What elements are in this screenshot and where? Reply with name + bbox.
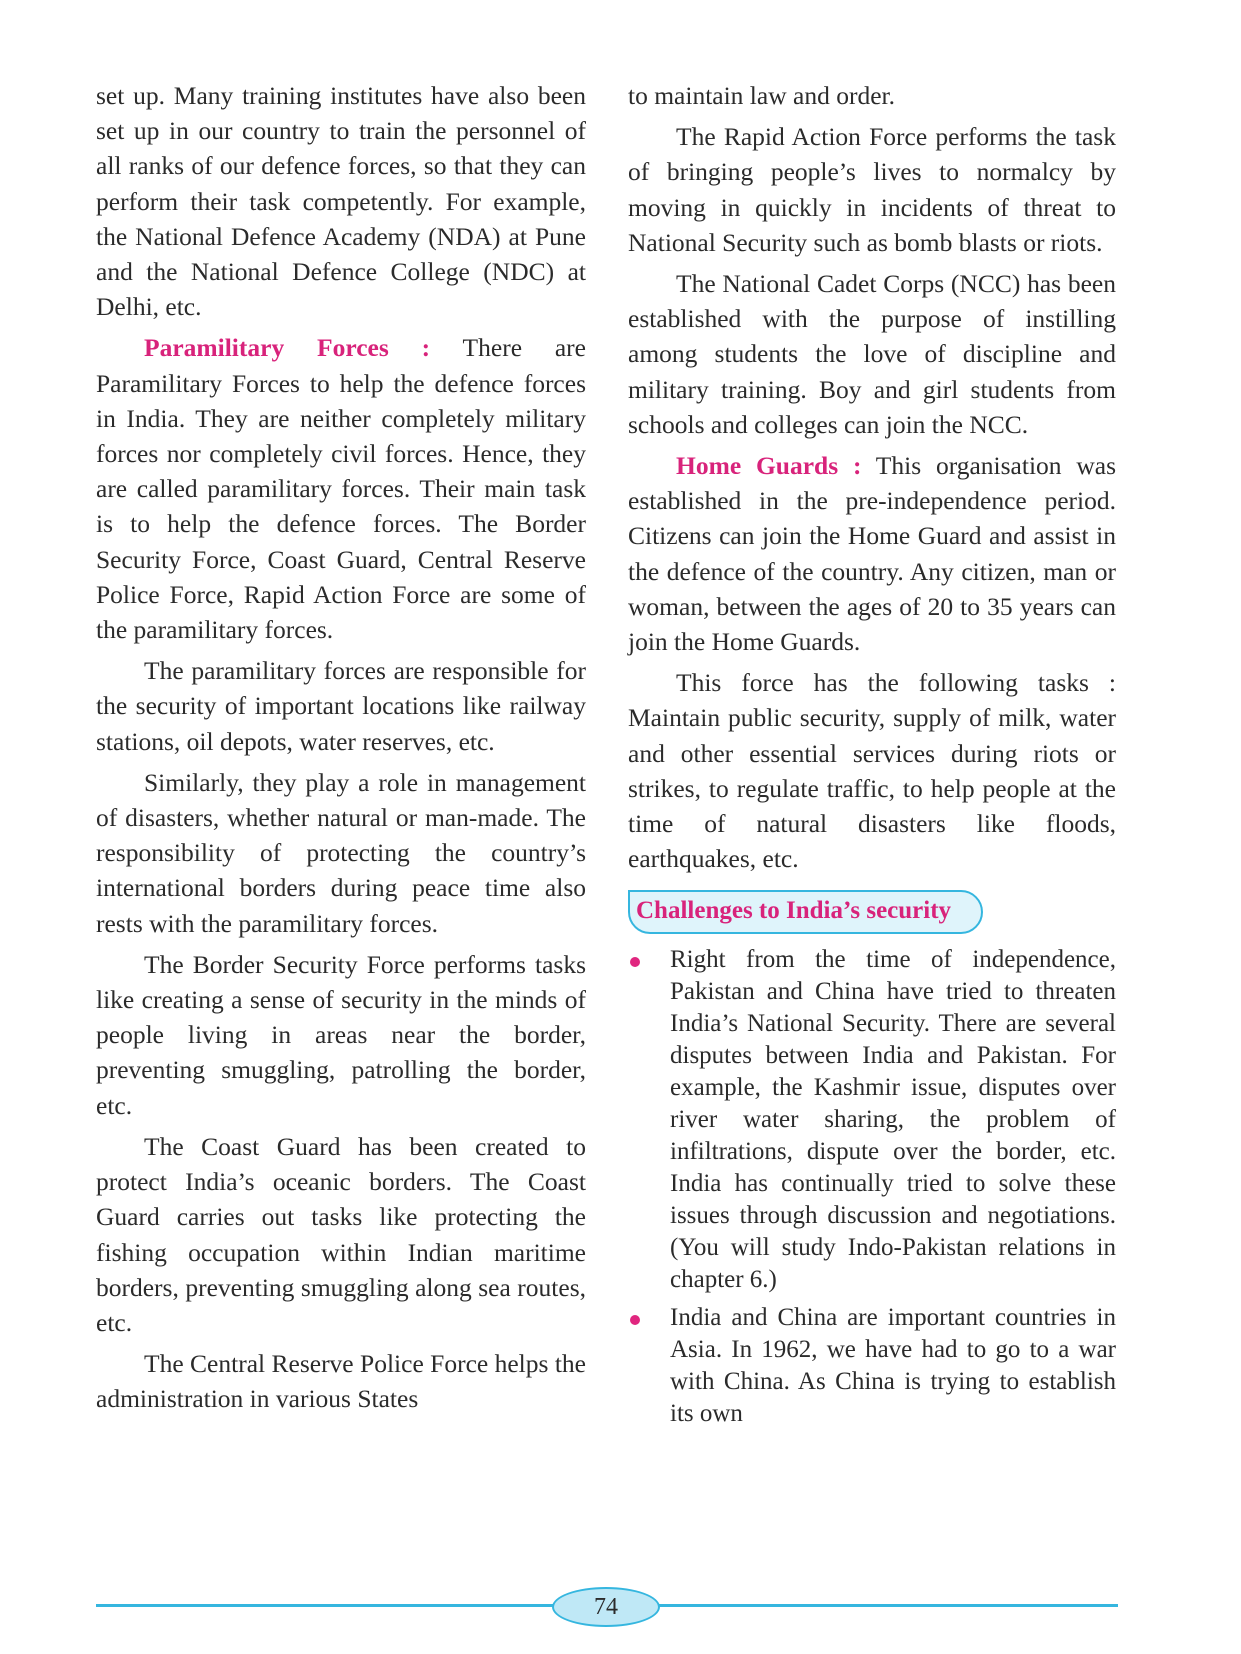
section-title: Challenges to India’s security bbox=[628, 890, 983, 934]
footer-rule-right bbox=[652, 1604, 1118, 1607]
paragraph-home-guards bbox=[628, 448, 1116, 659]
list-item-text: Right from the time of independence, Pakistan and China have tried to threaten India’s National Security. There are several disputes between India and Pakistan. For example, the Kashmir issue, disputes over river water sharing, the problem of infiltrations, dispute over the border, etc. India has continually tried to solve these issues through discussion and negotiations. (You will study Indo-Pakistan relations in chapter 6.) bbox=[670, 946, 1116, 1294]
paragraph: The Central Reserve Police Force helps the administration in various States bbox=[96, 1349, 586, 1414]
list-item bbox=[628, 1302, 1116, 1430]
left-column bbox=[96, 78, 586, 1423]
paragraph-text: There are Paramilitary Forces to help the defence forces in India. They are neither completely military forces nor completely civil forces. Hence, they are called paramilitary forces. Their main task is to help the defence forces. The Border Security Force, Coast Guard, Central Reserve Police Force, Rapid Action Force are some of the paramilitary forces. bbox=[96, 333, 586, 645]
bullet-icon bbox=[630, 1315, 640, 1325]
paragraph: The paramilitary forces are responsible for the security of important locations like railway stations, oil depots, water reserves, etc. bbox=[96, 656, 586, 756]
paragraph: Similarly, they play a role in management of disasters, whether natural or man-made. The responsibility of protecting the country’s international borders during peace time also rests with the paramilitary forces. bbox=[96, 767, 586, 938]
page-number: 74 bbox=[552, 1587, 660, 1627]
paragraph: The National Cadet Corps (NCC) has been established with the purpose of instilling among students the love of discipline and military training. Boy and girl students from schools and colleges can join the NCC. bbox=[628, 269, 1116, 439]
paragraph: This force has the following tasks : Maintain public security, supply of milk, water and other essential services during riots or strikes, to regulate traffic, to help people at the time of natural disasters like floods, earthquakes, etc. bbox=[628, 668, 1116, 874]
right-column bbox=[628, 78, 1116, 1436]
bullet-list bbox=[628, 944, 1116, 1430]
paramilitary-heading: Paramilitary Forces : bbox=[144, 333, 431, 363]
paragraph: set up. Many training institutes have also been set up in our country to train the personnel of all ranks of our defence forces, so that they can perform their task competently. For example, the National Defence Academy (NDA) at Pune and the National Defence College (NDC) at Delhi, etc. bbox=[96, 81, 586, 322]
paragraph: The Coast Guard has been created to protect India’s oceanic borders. The Coast Guard carries out tasks like protecting the fishing occupation within Indian maritime borders, preventing smuggling along sea routes, etc. bbox=[96, 1131, 586, 1337]
bullet-icon bbox=[630, 957, 640, 967]
paragraph: to maintain law and order. bbox=[628, 81, 895, 110]
paragraph-paramilitary bbox=[96, 330, 586, 647]
paragraph-text: This organisation was established in the pre-independence period. Citizens can join the Home Guard and assist in the defence of the country. Any citizen, man or woman, between the ages of 20 to 35 years can join the Home Guards. bbox=[628, 451, 1116, 657]
footer-rule-left bbox=[96, 1604, 558, 1607]
list-item bbox=[628, 944, 1116, 1296]
paragraph: The Border Security Force performs tasks like creating a sense of security in the minds of people living in areas near the border, preventing smuggling, patrolling the border, etc. bbox=[96, 949, 586, 1120]
list-item-text: India and China are important countries in Asia. In 1962, we have had to go to a war with China. As China is trying to establish its own bbox=[670, 1304, 1116, 1428]
paragraph: The Rapid Action Force performs the task of bringing people’s lives to normalcy by moving in quickly in incidents of threat to National Security such as bomb blasts or riots. bbox=[628, 122, 1116, 257]
home-guards-heading: Home Guards : bbox=[676, 451, 862, 481]
